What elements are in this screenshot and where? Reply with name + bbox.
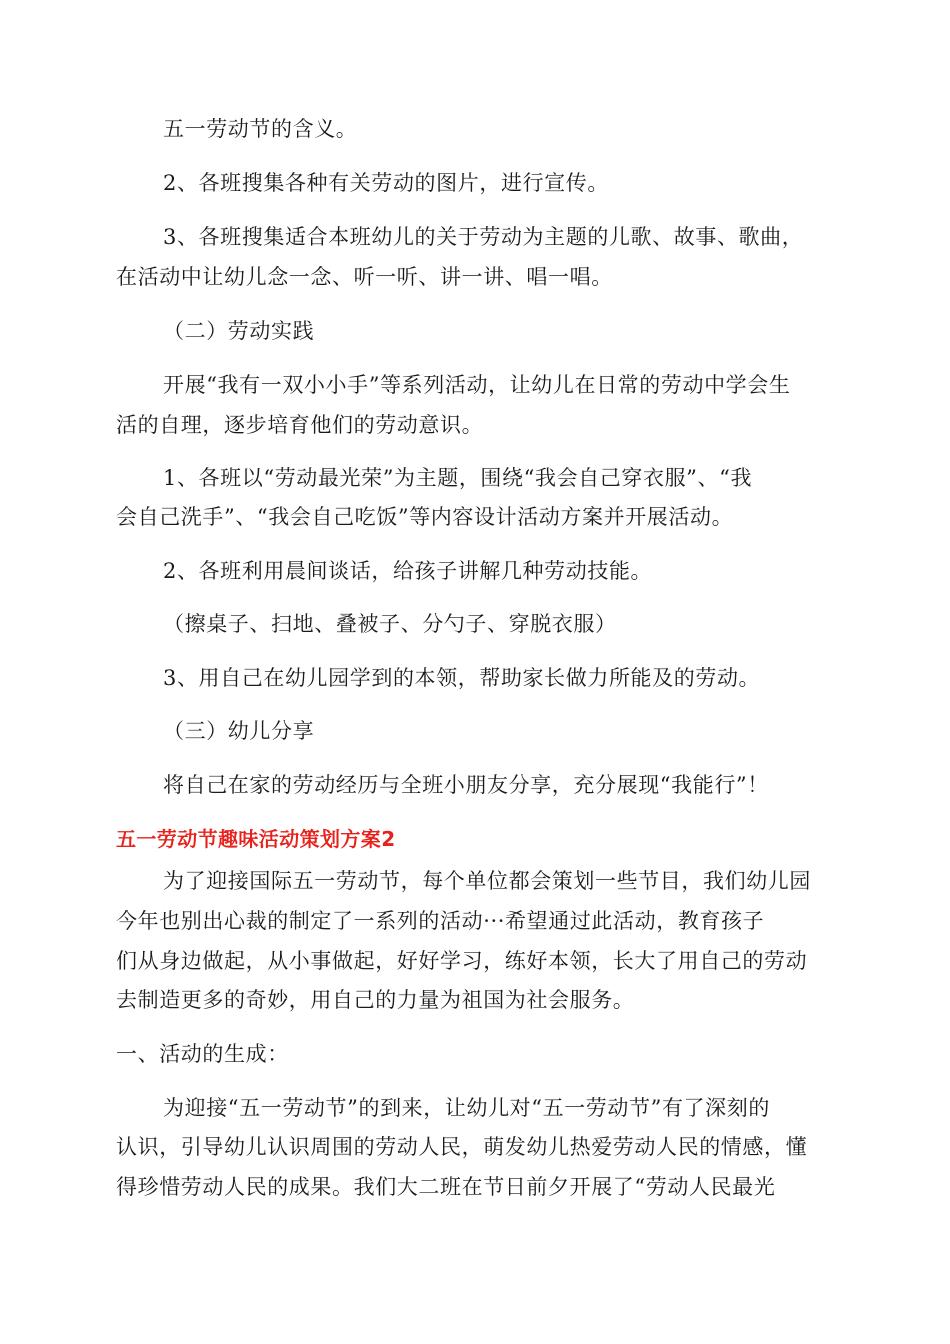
paragraph-line: 今年也别出心裁的制定了一系列的活动···希望通过此活动，教育孩子 (116, 909, 765, 933)
paragraph-line: 会自己洗手”、“我会自己吃饭”等内容设计活动方案并开展活动。 (116, 505, 734, 529)
section-heading: 一、活动的生成： (116, 1042, 289, 1066)
section-heading: （二）劳动实践 (163, 319, 315, 343)
paragraph-line: 3、用自己在幼儿园学到的本领，帮助家长做力所能及的劳动。 (163, 666, 761, 690)
paragraph-line: 1、各班以“劳动最光荣”为主题，围绕“我会自己穿衣服”、“我 (163, 466, 753, 490)
paragraph-line: 开展“我有一双小小手”等系列活动，让幼儿在日常的劳动中学会生 (163, 373, 791, 397)
paragraph-line: 们从身边做起，从小事做起，好好学习，练好本领，长大了用自己的劳动 (116, 949, 808, 973)
paragraph-line: 活的自理，逐步培育他们的劳动意识。 (116, 413, 484, 437)
paragraph-line: （擦桌子、扫地、叠被子、分勺子、穿脱衣服） (163, 612, 617, 636)
article-title: 五一劳动节趣味活动策划方案2 (116, 827, 396, 851)
paragraph-line: 去制造更多的奇妙，用自己的力量为祖国为社会服务。 (116, 988, 635, 1012)
paragraph-line: 为了迎接国际五一劳动节，每个单位都会策划一些节目，我们幼儿园 (163, 869, 811, 893)
section-heading: （三）幼儿分享 (163, 719, 315, 743)
paragraph-line: 2、各班利用晨间谈话，给孩子讲解几种劳动技能。 (163, 559, 653, 583)
paragraph-line: 认识，引导幼儿认识周围的劳动人民，萌发幼儿热爱劳动人民的情感，懂 (116, 1135, 808, 1159)
paragraph-line: 将自己在家的劳动经历与全班小朋友分享，充分展现“我能行”！ (163, 773, 769, 797)
paragraph-line: 2、各班搜集各种有关劳动的图片，进行宣传。 (163, 171, 609, 195)
paragraph-line: 3、各班搜集适合本班幼儿的关于劳动为主题的儿歌、故事、歌曲， (163, 225, 804, 249)
paragraph-line: 为迎接“五一劳动节”的到来，让幼儿对“五一劳动节”有了深刻的 (163, 1096, 770, 1120)
paragraph-line: 在活动中让幼儿念一念、听一听、讲一讲、唱一唱。 (116, 265, 613, 289)
paragraph-line: 五一劳动节的含义。 (163, 117, 358, 141)
paragraph-line: 得珍惜劳动人民的成果。我们大二班在节日前夕开展了“劳动人民最光 (116, 1175, 776, 1199)
